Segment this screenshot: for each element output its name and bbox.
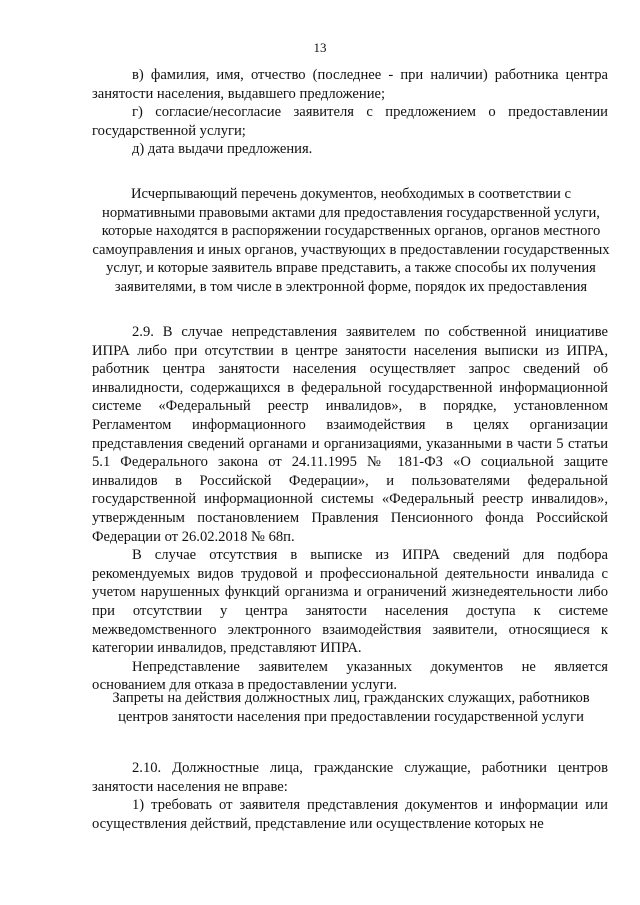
section-heading-documents [92, 185, 610, 297]
section-2-10 [92, 759, 608, 833]
section-2-9 [92, 323, 608, 695]
page-number: 13 [313, 40, 327, 55]
paragraph-2-9: 2.9. В случае непредставления заявителем по собственной инициативе ИПРА либо при отсутствии в центре занятости населения выписки из ИПРА, работник центра занятости населения осуществляет запрос сведений об инвалидности, содержащихся в федеральной государственной информационной системе «Федеральный реестр инвалидов», в порядке, установленном Регламентом информационного взаимодействия в целях организации представления сведений органами и организациями, указанными в части 5 статьи 5.1 Федерального закона от 24.11.1995 № 181-ФЗ «О социальной защите инвалидов в Российской Федерации», и пользователями федеральной государственной информационной системы «Федеральный реестр инвалидов», утвержденным постановлением Правления Пенсионного фонда Российской Федерации от 26.02.2018 № 68п. [92, 324, 608, 545]
heading-text: Запреты на действия должностных лиц, гражданских служащих, работников центров занятости населения при предоставлении государственной услуги [112, 690, 590, 725]
paragraph-2-10: 2.10. Должностные лица, гражданские служащие, работники центров занятости населения не вправе: [92, 760, 608, 795]
list-item-1: 1) требовать от заявителя представления документов и информации или осуществления действий, представление или осуществление которых не [92, 797, 608, 832]
list-item-v: в) фамилия, имя, отчество (последнее - при наличии) работника центра занятости населения, выдавшего предложение; [92, 67, 608, 102]
section-heading-prohibitions [92, 689, 610, 726]
heading-text: Исчерпывающий перечень документов, необходимых в соответствии с нормативными правовыми актами для предоставления государственной услуги, которые находятся в распоряжении государственных органов, органов местного самоуправления и иных органов, участвующих в предоставлении государственных услуг, и которые заявитель вправе представить, а также способы их получения заявителями, в том числе в электронной форме, порядок их предоставления [92, 186, 610, 295]
list-item-g: г) согласие/несогласие заявителя с предложением о предоставлении государственной услуги; [92, 104, 608, 139]
list-item-d: д) дата выдачи предложения. [132, 141, 313, 158]
paragraph-non-submission: Непредставление заявителем указанных документов не является основанием для отказа в предоставлении услуги. [92, 658, 608, 694]
paragraph-ipra-absence: В случае отсутствия в выписке из ИПРА сведений для подбора рекомендуемых видов трудовой и профессиональной деятельности инвалида с учетом нарушенных функций организма и ограничений жизнедеятельности либо при отсутствии у центра занятости населения доступа к системе межведомственного электронного взаимодействия заявители, относящиеся к категории инвалидов, представляют ИПРА. [92, 547, 608, 657]
list-top [92, 66, 608, 159]
